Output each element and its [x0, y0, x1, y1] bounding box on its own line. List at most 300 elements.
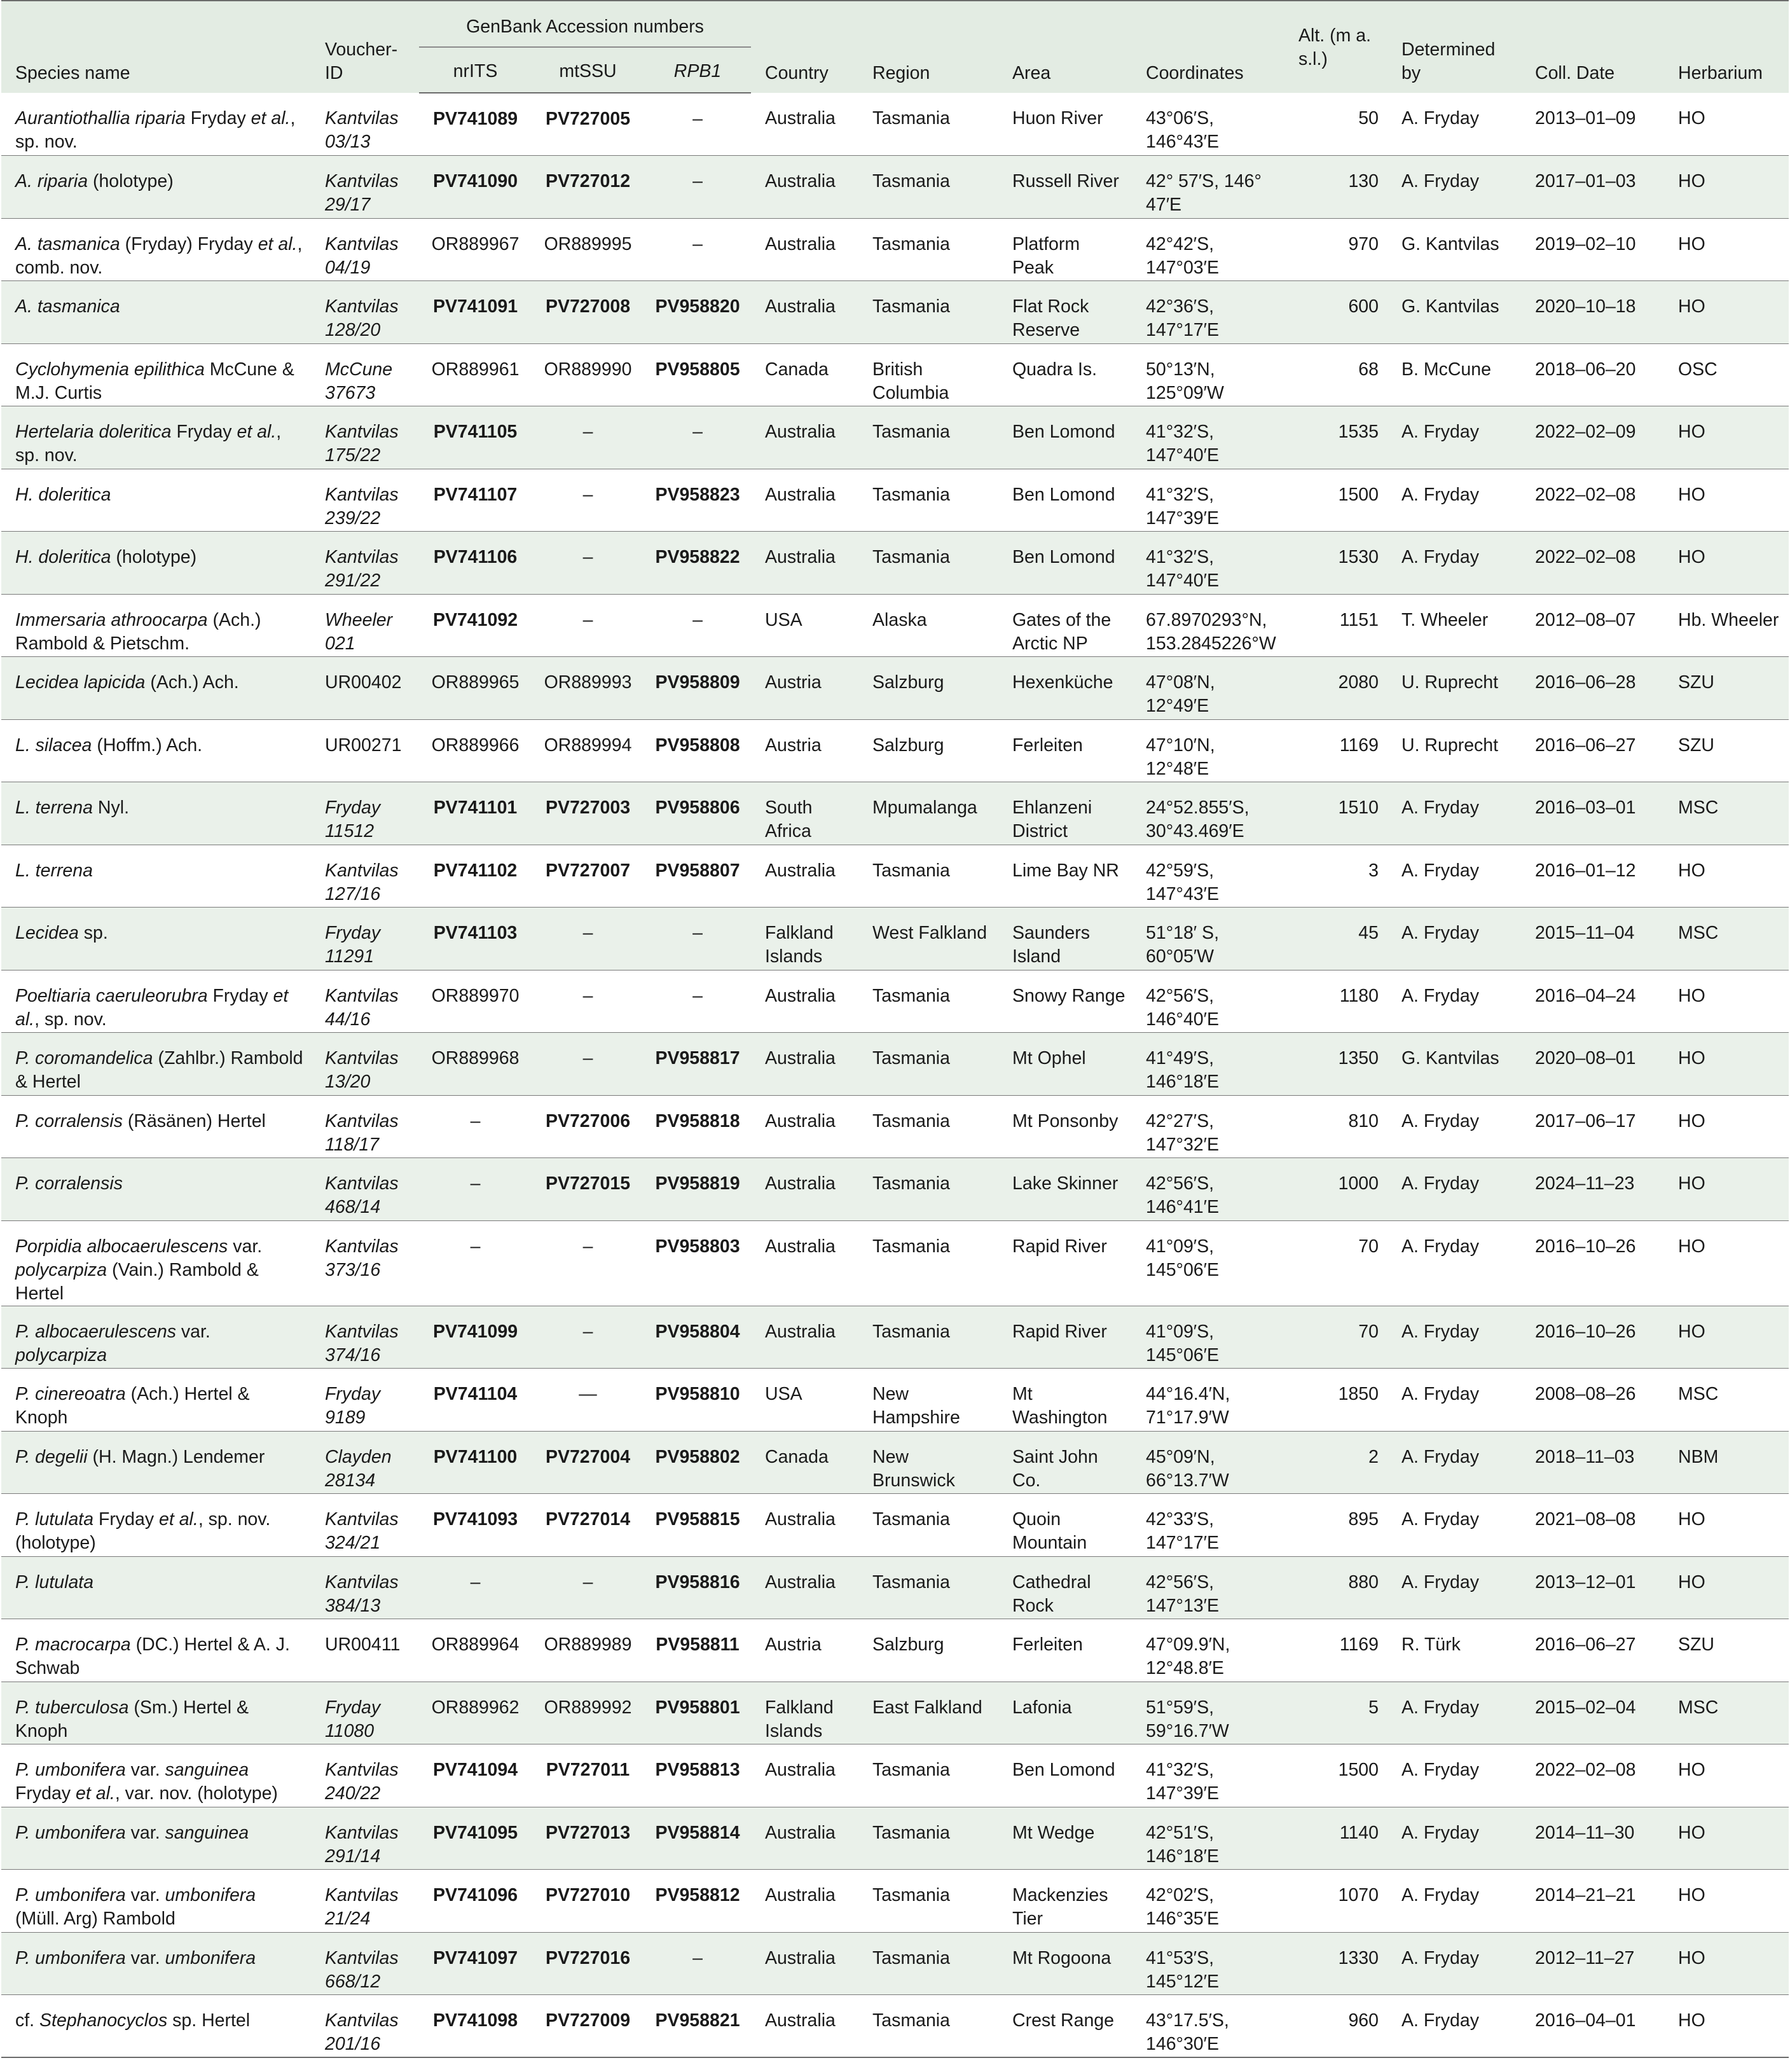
coll-date-cell: 2017–01–03: [1521, 156, 1664, 219]
table-row: [1, 1932, 1789, 1995]
rpb1-accession-cell: –: [644, 594, 751, 657]
area-cell: Ben Lomond: [998, 532, 1132, 595]
nrits-accession-cell: –: [419, 1556, 532, 1619]
coordinates-cell: 42°59′S, 147°43′E: [1132, 845, 1284, 908]
determined-by-cell: A. Fryday: [1387, 1932, 1521, 1995]
altitude-cell: 3: [1284, 845, 1387, 908]
nrits-accession-cell: PV741097: [419, 1932, 532, 1995]
determined-by-cell: A. Fryday: [1387, 1369, 1521, 1432]
altitude-cell: 2080: [1284, 657, 1387, 720]
mtssu-accession-cell: OR889995: [532, 218, 644, 281]
region-cell: Tasmania: [858, 406, 998, 469]
taxon-italic-text: Hertelaria doleritica: [15, 422, 172, 442]
coll-date-cell: 2016–04–24: [1521, 970, 1664, 1033]
taxon-italic-text: P. umbonifera: [15, 1822, 126, 1843]
species-name-cell: [1, 1158, 311, 1221]
voucher-id-cell: Kantvilas 373/16: [311, 1220, 419, 1306]
coordinates-cell: 51°59′S, 59°16.7′W: [1132, 1682, 1284, 1744]
taxon-italic-text: Stephanocyclos: [39, 2010, 168, 2031]
taxon-italic-text: P. albocaerulescens: [15, 1321, 176, 1342]
voucher-id-cell: Kantvilas 118/17: [311, 1095, 419, 1158]
region-cell: Tasmania: [858, 1807, 998, 1870]
taxon-italic-text: P. macrocarpa: [15, 1634, 131, 1655]
taxon-text: (Müll. Arg) Rambold: [15, 1909, 176, 1929]
header-herbarium: Herbarium: [1664, 1, 1789, 93]
area-cell: Mt Rogoona: [998, 1932, 1132, 1995]
taxon-text: var.: [125, 1947, 165, 1968]
voucher-id-cell: Clayden 28134: [311, 1431, 419, 1494]
area-cell: Flat Rock Reserve: [998, 281, 1132, 344]
altitude-cell: 5: [1284, 1682, 1387, 1744]
table-row: [1, 1556, 1789, 1619]
nrits-accession-cell: PV741107: [419, 469, 532, 532]
coordinates-cell: 47°10′N, 12°48′E: [1132, 719, 1284, 782]
taxon-italic-text: P. umbonifera: [15, 1885, 126, 1905]
herbarium-cell: HO: [1664, 156, 1789, 219]
determined-by-cell: A. Fryday: [1387, 1431, 1521, 1494]
country-cell: Australia: [751, 1095, 858, 1158]
coordinates-cell: 41°32′S, 147°39′E: [1132, 469, 1284, 532]
determined-by-cell: A. Fryday: [1387, 845, 1521, 908]
table-row: [1, 782, 1789, 845]
region-cell: Tasmania: [858, 281, 998, 344]
coordinates-cell: 41°32′S, 147°40′E: [1132, 406, 1284, 469]
taxon-italic-text: P. umbonifera: [15, 1947, 126, 1968]
rpb1-accession-cell: PV958802: [644, 1431, 751, 1494]
rpb1-accession-cell: PV958809: [644, 657, 751, 720]
taxon-text: sp.: [78, 923, 108, 943]
table-row: [1, 1807, 1789, 1870]
herbarium-cell: HO: [1664, 1220, 1789, 1306]
region-cell: Tasmania: [858, 1095, 998, 1158]
altitude-cell: 1530: [1284, 532, 1387, 595]
species-name-cell: [1, 1095, 311, 1158]
voucher-id-cell: Fryday 11080: [311, 1682, 419, 1744]
rpb1-accession-cell: –: [644, 93, 751, 156]
country-cell: Australia: [751, 1807, 858, 1870]
area-cell: Ferleiten: [998, 719, 1132, 782]
altitude-cell: 68: [1284, 343, 1387, 406]
mtssu-accession-cell: PV727009: [532, 1995, 644, 2058]
header-determined-by: Determined by: [1387, 1, 1521, 93]
herbarium-cell: Hb. Wheeler: [1664, 594, 1789, 657]
mtssu-accession-cell: OR889989: [532, 1619, 644, 1682]
species-name-cell: [1, 845, 311, 908]
herbarium-cell: MSC: [1664, 1682, 1789, 1744]
altitude-cell: 1500: [1284, 1744, 1387, 1807]
header-genbank-group: GenBank Accession numbers: [419, 1, 751, 47]
rpb1-accession-cell: PV958814: [644, 1807, 751, 1870]
rpb1-accession-cell: –: [644, 406, 751, 469]
altitude-cell: 1350: [1284, 1033, 1387, 1096]
voucher-id-cell: Kantvilas 240/22: [311, 1744, 419, 1807]
rpb1-accession-cell: PV958813: [644, 1744, 751, 1807]
rpb1-accession-cell: PV958819: [644, 1158, 751, 1221]
taxon-text: var.: [176, 1321, 210, 1342]
determined-by-cell: A. Fryday: [1387, 1682, 1521, 1744]
region-cell: Tasmania: [858, 1932, 998, 1995]
herbarium-cell: MSC: [1664, 782, 1789, 845]
altitude-cell: 960: [1284, 1995, 1387, 2058]
table-row: [1, 343, 1789, 406]
species-name-cell: [1, 719, 311, 782]
region-cell: Tasmania: [858, 93, 998, 156]
species-name-cell: [1, 281, 311, 344]
nrits-accession-cell: OR889961: [419, 343, 532, 406]
coordinates-cell: 50°13′N, 125°09′W: [1132, 343, 1284, 406]
altitude-cell: 1850: [1284, 1369, 1387, 1432]
coordinates-cell: 51°18′ S, 60°05′W: [1132, 908, 1284, 970]
altitude-cell: 880: [1284, 1556, 1387, 1619]
header-mtssu: mtSSU: [532, 47, 644, 93]
header-coordinates: Coordinates: [1132, 1, 1284, 93]
taxon-text: (Räsänen) Hertel: [122, 1110, 266, 1131]
table-row: [1, 1431, 1789, 1494]
taxon-italic-text: umbonifera: [165, 1947, 256, 1968]
region-cell: British Columbia: [858, 343, 998, 406]
taxon-text: (holotype): [88, 171, 174, 191]
table-row: [1, 970, 1789, 1033]
country-cell: Australia: [751, 156, 858, 219]
nrits-accession-cell: PV741102: [419, 845, 532, 908]
species-name-cell: [1, 1870, 311, 1933]
determined-by-cell: B. McCune: [1387, 343, 1521, 406]
table-row: [1, 1095, 1789, 1158]
determined-by-cell: A. Fryday: [1387, 1556, 1521, 1619]
table-row: [1, 1158, 1789, 1221]
coll-date-cell: 2015–02–04: [1521, 1682, 1664, 1744]
rpb1-accession-cell: –: [644, 1932, 751, 1995]
taxon-text: Fryday: [15, 1783, 76, 1804]
herbarium-cell: SZU: [1664, 657, 1789, 720]
taxon-text: Nyl.: [93, 798, 129, 818]
mtssu-accession-cell: PV727008: [532, 281, 644, 344]
rpb1-accession-cell: PV958808: [644, 719, 751, 782]
rpb1-accession-cell: PV958818: [644, 1095, 751, 1158]
nrits-accession-cell: PV741094: [419, 1744, 532, 1807]
table-row: [1, 1744, 1789, 1807]
rpb1-accession-cell: –: [644, 218, 751, 281]
table-row: [1, 1619, 1789, 1682]
herbarium-cell: HO: [1664, 1095, 1789, 1158]
voucher-id-cell: Fryday 9189: [311, 1369, 419, 1432]
determined-by-cell: A. Fryday: [1387, 782, 1521, 845]
coll-date-cell: 2016–10–26: [1521, 1306, 1664, 1369]
mtssu-accession-cell: PV727011: [532, 1744, 644, 1807]
country-cell: Australia: [751, 1158, 858, 1221]
altitude-cell: 1330: [1284, 1932, 1387, 1995]
taxon-italic-text: P. lutulata: [15, 1571, 94, 1592]
coordinates-cell: 67.8970293°N, 153.2845226°W: [1132, 594, 1284, 657]
rpb1-accession-cell: PV958805: [644, 343, 751, 406]
country-cell: Canada: [751, 1431, 858, 1494]
coordinates-cell: 41°09′S, 145°06′E: [1132, 1306, 1284, 1369]
taxon-italic-text: A. tasmanica: [15, 233, 120, 254]
taxon-text: sp. Hertel: [167, 2010, 251, 2031]
table-row: [1, 1870, 1789, 1933]
table-row: [1, 218, 1789, 281]
species-name-cell: [1, 1220, 311, 1306]
taxon-text: (Zahlbr.) Rambold & Hertel: [15, 1048, 303, 1092]
header-coll-date: Coll. Date: [1521, 1, 1664, 93]
species-name-cell: [1, 218, 311, 281]
species-name-cell: [1, 1619, 311, 1682]
table-row: [1, 532, 1789, 595]
coll-date-cell: 2022–02–08: [1521, 1744, 1664, 1807]
taxon-italic-text: et al.: [159, 1509, 198, 1530]
determined-by-cell: A. Fryday: [1387, 469, 1521, 532]
herbarium-cell: HO: [1664, 845, 1789, 908]
header-nrits: nrITS: [419, 47, 532, 93]
mtssu-accession-cell: –: [532, 1033, 644, 1096]
voucher-id-cell: Kantvilas 21/24: [311, 1870, 419, 1933]
coordinates-cell: 24°52.855′S, 30°43.469′E: [1132, 782, 1284, 845]
taxon-italic-text: Immersaria athroocarpa: [15, 609, 208, 630]
country-cell: Australia: [751, 1033, 858, 1096]
voucher-id-cell: Kantvilas 291/22: [311, 532, 419, 595]
voucher-id-cell: Kantvilas 13/20: [311, 1033, 419, 1096]
mtssu-accession-cell: PV727007: [532, 845, 644, 908]
coll-date-cell: 2012–11–27: [1521, 1932, 1664, 1995]
coll-date-cell: 2020–08–01: [1521, 1033, 1664, 1096]
nrits-accession-cell: PV741101: [419, 782, 532, 845]
species-name-cell: [1, 970, 311, 1033]
determined-by-cell: A. Fryday: [1387, 1306, 1521, 1369]
region-cell: Tasmania: [858, 1494, 998, 1557]
nrits-accession-cell: OR889970: [419, 970, 532, 1033]
voucher-id-cell: UR00402: [311, 657, 419, 720]
taxon-text: var.: [125, 1885, 165, 1905]
region-cell: Tasmania: [858, 1220, 998, 1306]
area-cell: Lake Skinner: [998, 1158, 1132, 1221]
country-cell: Australia: [751, 1494, 858, 1557]
taxon-text: var.: [228, 1236, 263, 1257]
country-cell: Australia: [751, 1306, 858, 1369]
mtssu-accession-cell: OR889990: [532, 343, 644, 406]
nrits-accession-cell: PV741092: [419, 594, 532, 657]
country-cell: Australia: [751, 218, 858, 281]
table-row: [1, 1306, 1789, 1369]
country-cell: Australia: [751, 281, 858, 344]
rpb1-accession-cell: PV958801: [644, 1682, 751, 1744]
altitude-cell: 1169: [1284, 719, 1387, 782]
rpb1-accession-cell: PV958823: [644, 469, 751, 532]
region-cell: Tasmania: [858, 1995, 998, 2058]
taxon-italic-text: P. coromandelica: [15, 1048, 153, 1068]
coordinates-cell: 42°56′S, 146°40′E: [1132, 970, 1284, 1033]
voucher-id-cell: Fryday 11291: [311, 908, 419, 970]
determined-by-cell: A. Fryday: [1387, 1095, 1521, 1158]
nrits-accession-cell: –: [419, 1095, 532, 1158]
nrits-accession-cell: PV741105: [419, 406, 532, 469]
area-cell: Hexenküche: [998, 657, 1132, 720]
herbarium-cell: HO: [1664, 970, 1789, 1033]
voucher-id-cell: McCune 37673: [311, 343, 419, 406]
species-name-cell: [1, 1807, 311, 1870]
coordinates-cell: 41°32′S, 147°40′E: [1132, 532, 1284, 595]
determined-by-cell: G. Kantvilas: [1387, 218, 1521, 281]
region-cell: Tasmania: [858, 1744, 998, 1807]
country-cell: Austria: [751, 719, 858, 782]
table-row: [1, 594, 1789, 657]
coll-date-cell: 2021–08–08: [1521, 1494, 1664, 1557]
country-cell: Austria: [751, 657, 858, 720]
coll-date-cell: 2016–06–27: [1521, 719, 1664, 782]
mtssu-accession-cell: PV727010: [532, 1870, 644, 1933]
species-name-cell: [1, 908, 311, 970]
herbarium-cell: MSC: [1664, 908, 1789, 970]
taxon-text: (Sm.) Hertel & Knoph: [15, 1697, 249, 1741]
region-cell: Tasmania: [858, 532, 998, 595]
taxon-italic-text: P. umbonifera: [15, 1760, 126, 1780]
area-cell: Mt Ponsonby: [998, 1095, 1132, 1158]
determined-by-cell: G. Kantvilas: [1387, 281, 1521, 344]
determined-by-cell: R. Türk: [1387, 1619, 1521, 1682]
mtssu-accession-cell: PV727012: [532, 156, 644, 219]
taxon-text: (DC.) Hertel & A. J. Schwab: [15, 1634, 290, 1678]
coll-date-cell: 2020–10–18: [1521, 281, 1664, 344]
country-cell: South Africa: [751, 782, 858, 845]
voucher-id-cell: Kantvilas 127/16: [311, 845, 419, 908]
area-cell: Quoin Mountain: [998, 1494, 1132, 1557]
taxon-text: Fryday: [185, 108, 251, 128]
altitude-cell: 1180: [1284, 970, 1387, 1033]
nrits-accession-cell: PV741100: [419, 1431, 532, 1494]
coll-date-cell: 2022–02–09: [1521, 406, 1664, 469]
herbarium-cell: SZU: [1664, 719, 1789, 782]
taxon-text: , sp. nov.: [15, 108, 296, 152]
area-cell: Crest Range: [998, 1995, 1132, 2058]
table-row: [1, 845, 1789, 908]
herbarium-cell: HO: [1664, 406, 1789, 469]
area-cell: Mackenzies Tier: [998, 1870, 1132, 1933]
voucher-id-cell: Kantvilas 374/16: [311, 1306, 419, 1369]
rpb1-accession-cell: PV958822: [644, 532, 751, 595]
area-cell: Ben Lomond: [998, 406, 1132, 469]
coordinates-cell: 47°09.9′N, 12°48.8′E: [1132, 1619, 1284, 1682]
region-cell: Tasmania: [858, 218, 998, 281]
coordinates-cell: 41°49′S, 146°18′E: [1132, 1033, 1284, 1096]
area-cell: Cathedral Rock: [998, 1556, 1132, 1619]
altitude-cell: 1140: [1284, 1807, 1387, 1870]
region-cell: New Hampshire: [858, 1369, 998, 1432]
herbarium-cell: HO: [1664, 1870, 1789, 1933]
coordinates-cell: 42°27′S, 147°32′E: [1132, 1095, 1284, 1158]
herbarium-cell: OSC: [1664, 343, 1789, 406]
altitude-cell: 1510: [1284, 782, 1387, 845]
taxon-italic-text: et al.: [237, 422, 277, 442]
nrits-accession-cell: OR889966: [419, 719, 532, 782]
species-name-cell: [1, 1306, 311, 1369]
rpb1-accession-cell: PV958810: [644, 1369, 751, 1432]
area-cell: Mt Ophel: [998, 1033, 1132, 1096]
taxon-text: , sp. nov. (holotype): [15, 1509, 271, 1553]
altitude-cell: 970: [1284, 218, 1387, 281]
rpb1-accession-cell: PV958806: [644, 782, 751, 845]
determined-by-cell: A. Fryday: [1387, 1158, 1521, 1221]
mtssu-accession-cell: PV727016: [532, 1932, 644, 1995]
herbarium-cell: HO: [1664, 1033, 1789, 1096]
determined-by-cell: G. Kantvilas: [1387, 1033, 1521, 1096]
voucher-id-cell: UR00411: [311, 1619, 419, 1682]
voucher-id-cell: Kantvilas 291/14: [311, 1807, 419, 1870]
region-cell: Tasmania: [858, 845, 998, 908]
mtssu-accession-cell: –: [532, 908, 644, 970]
altitude-cell: 70: [1284, 1306, 1387, 1369]
table-row: [1, 469, 1789, 532]
region-cell: Tasmania: [858, 469, 998, 532]
nrits-accession-cell: PV741098: [419, 1995, 532, 2058]
taxon-italic-text: L. silacea: [15, 735, 92, 756]
region-cell: Alaska: [858, 594, 998, 657]
mtssu-accession-cell: PV727013: [532, 1807, 644, 1870]
taxon-text: (Ach.) Rambold & Pietschm.: [15, 609, 261, 654]
coll-date-cell: 2019–02–10: [1521, 218, 1664, 281]
nrits-accession-cell: OR889967: [419, 218, 532, 281]
taxon-text: , sp. nov.: [15, 422, 282, 466]
nrits-accession-cell: PV741099: [419, 1306, 532, 1369]
coordinates-cell: 42°56′S, 147°13′E: [1132, 1556, 1284, 1619]
nrits-accession-cell: PV741093: [419, 1494, 532, 1557]
taxon-italic-text: umbonifera: [165, 1885, 256, 1905]
determined-by-cell: A. Fryday: [1387, 970, 1521, 1033]
altitude-cell: 1000: [1284, 1158, 1387, 1221]
species-name-cell: [1, 1431, 311, 1494]
voucher-id-cell: Kantvilas 239/22: [311, 469, 419, 532]
region-cell: Tasmania: [858, 1556, 998, 1619]
taxon-text: (Vain.) Rambold & Hertel: [15, 1259, 259, 1304]
taxon-italic-text: et al.: [251, 108, 291, 128]
altitude-cell: 45: [1284, 908, 1387, 970]
taxon-italic-text: Lecidea: [15, 923, 79, 943]
voucher-id-cell: Kantvilas 128/20: [311, 281, 419, 344]
region-cell: Mpumalanga: [858, 782, 998, 845]
coordinates-cell: 42°36′S, 147°17′E: [1132, 281, 1284, 344]
determined-by-cell: A. Fryday: [1387, 908, 1521, 970]
mtssu-accession-cell: –: [532, 1556, 644, 1619]
coll-date-cell: 2016–10–26: [1521, 1220, 1664, 1306]
determined-by-cell: A. Fryday: [1387, 93, 1521, 156]
voucher-id-cell: Wheeler 021: [311, 594, 419, 657]
taxon-italic-text: et al.: [258, 233, 298, 254]
taxon-italic-text: Porpidia albocaerulescens: [15, 1236, 228, 1257]
coordinates-cell: 41°09′S, 145°06′E: [1132, 1220, 1284, 1306]
country-cell: Australia: [751, 1932, 858, 1995]
table-row: [1, 1682, 1789, 1744]
table-row: [1, 719, 1789, 782]
area-cell: Saunders Island: [998, 908, 1132, 970]
coll-date-cell: 2008–08–26: [1521, 1369, 1664, 1432]
rpb1-accession-cell: PV958803: [644, 1220, 751, 1306]
determined-by-cell: T. Wheeler: [1387, 594, 1521, 657]
coordinates-cell: 47°08′N, 12°49′E: [1132, 657, 1284, 720]
herbarium-cell: HO: [1664, 1807, 1789, 1870]
determined-by-cell: A. Fryday: [1387, 1995, 1521, 2058]
area-cell: Rapid River: [998, 1220, 1132, 1306]
rpb1-accession-cell: PV958804: [644, 1306, 751, 1369]
mtssu-accession-cell: OR889992: [532, 1682, 644, 1744]
taxon-italic-text: et al.: [76, 1783, 115, 1804]
area-cell: Rapid River: [998, 1306, 1132, 1369]
rpb1-accession-cell: PV958816: [644, 1556, 751, 1619]
rpb1-accession-cell: –: [644, 156, 751, 219]
region-cell: Salzburg: [858, 1619, 998, 1682]
area-cell: Snowy Range: [998, 970, 1132, 1033]
mtssu-accession-cell: PV727014: [532, 1494, 644, 1557]
taxon-italic-text: P. corralensis: [15, 1110, 123, 1131]
mtssu-accession-cell: OR889994: [532, 719, 644, 782]
country-cell: Australia: [751, 1744, 858, 1807]
